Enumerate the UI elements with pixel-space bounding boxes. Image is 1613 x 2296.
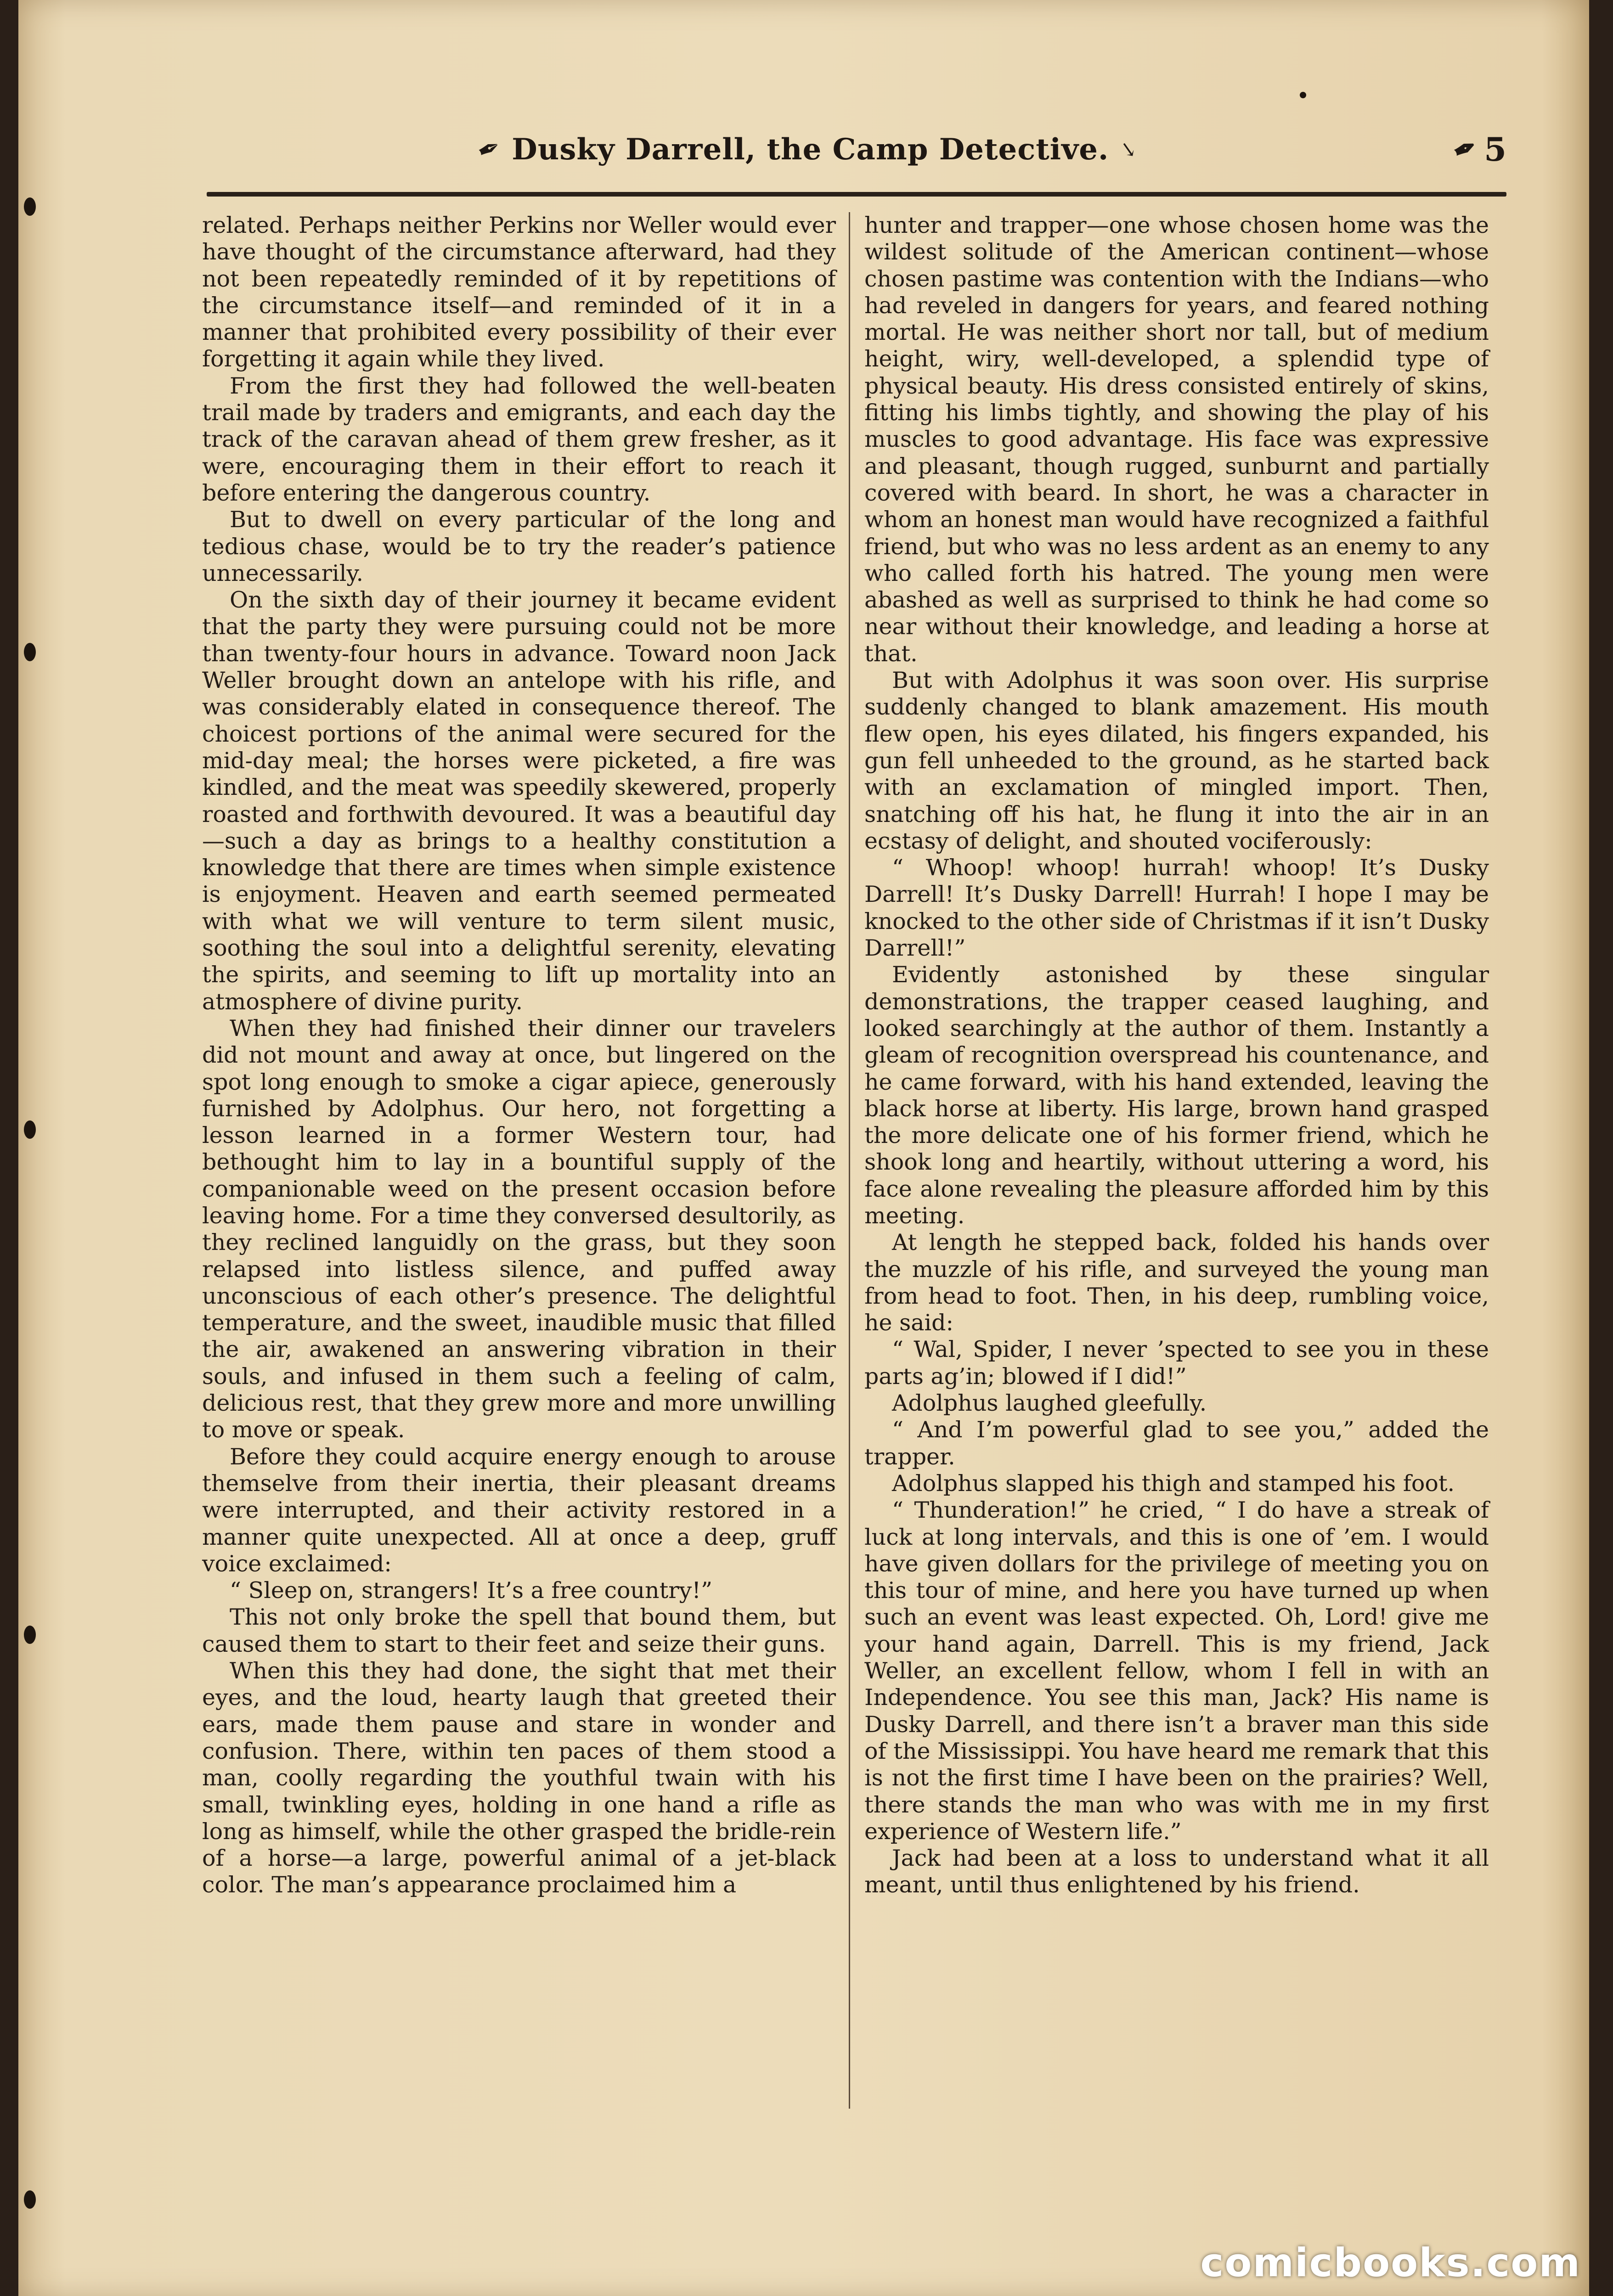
quill-ornament-icon: ✒ <box>1448 129 1483 169</box>
paragraph: But to dwell on every particular of the long and tedious chase, would be to try the reader’s patience unnecessarily. <box>202 506 836 586</box>
watermark: comicbooks.com <box>1200 2240 1581 2286</box>
page-number-group <box>1448 129 1506 169</box>
paragraph: Evidently astonished by these singular demonstrations, the trapper ceased laughing, and looked searchingly at the author of them. Instantly a gleam of recognition overspread his countenance, and he came forward, with his hand extended, leaving the black horse at liberty. His large, brown hand grasped the more delicate one of his former friend, which he shook long and heartily, without uttering a word, his face alone revealing the pleasure afforded him by this meeting. <box>864 962 1489 1229</box>
flourish-ornament-icon: ↘ <box>1118 136 1139 163</box>
running-title: Dusky Darrell, the Camp Detective. <box>512 132 1109 167</box>
paragraph: “ Thunderation!” he cried, “ I do have a streak of luck at long intervals, and this is one of ’em. I would have given dollars for the privilege of meeting you on this tour of mine, and here you have turned up when such an event was least expected. Oh, Lord! give me your hand again, Darrell. This is my friend, Jack Weller, an excellent fellow, whom I fell in with an Independence. You see this man, Jack? His name is Dusky Darrell, and there isn’t a braver man this side of the Mississippi. You have heard me remark that this is not the first time I have been on the prairies? Well, there stands the man who was with me in my first experience of Western life.” <box>864 1497 1489 1845</box>
quill-ornament-icon: ✒ <box>472 129 507 169</box>
paragraph: This not only broke the spell that bound them, but caused them to start to their feet and seize their guns. <box>202 1604 836 1657</box>
paragraph: Before they could acquire energy enough to arouse themselve from their inertia, their pleasant dreams were interrupted, and their activity restored in a manner quite unexpected. All at once a deep, gruff voice exclaimed: <box>202 1443 836 1577</box>
left-text-column <box>202 212 836 1899</box>
page-header <box>472 124 1506 174</box>
column-divider <box>849 212 850 2109</box>
page-number: 5 <box>1484 130 1506 169</box>
paragraph: Adolphus laughed gleefully. <box>892 1390 1207 1417</box>
paragraph: Adolphus slapped his thigh and stamped his foot. <box>892 1470 1455 1497</box>
paragraph: Jack had been at a loss to understand what it all meant, until thus enlightened by his friend. <box>864 1845 1489 1898</box>
book-page <box>18 0 1589 2296</box>
paragraph: When they had finished their dinner our travelers did not mount and away at once, but lingered on the spot long enough to smoke a cigar apiece, generously furnished by Adolphus. Our hero, not forgetting a lesson learned in a former Western tour, had bethought him to lay in a bountiful supply of the companionable weed on the present occasion before leaving home. For a time they conversed desultorily, as they reclined languidly on the grass, but they soon relapsed into listless silence, and puffed away unconscious of each other’s presence. The delightful temperature, and the sweet, inaudible music that filled the air, awakened an answering vibration in their souls, and infused in them such a feeling of calm, delicious rest, that they grew more and more unwilling to move or speak. <box>202 1015 836 1443</box>
paragraph: related. Perhaps neither Perkins nor Weller would ever have thought of the circumstance afterward, had they not been repeatedly reminded of it by repetitions of the circumstance itself—and reminded of it in a manner that prohibited every possibility of their ever forgetting it again while they lived. <box>202 212 836 372</box>
right-text-column <box>864 212 1489 1899</box>
paragraph: But with Adolphus it was soon over. His surprise suddenly changed to blank amazement. His mouth flew open, his eyes dilated, his fingers expanded, his gun fell unheeded to the ground, as he started back with an exclamation of mingled import. Then, snatching off his hat, he flung it into the air in an ecstasy of delight, and shouted vociferously: <box>864 667 1489 854</box>
paragraph: When this they had done, the sight that met their eyes, and the loud, hearty laugh that greeted their ears, made them pause and stare in wonder and confusion. There, within ten paces of them stood a man, coolly regarding the youthful twain with his small, twinkling eyes, holding in one hand a rifle as long as himself, while the other grasped the bridle-rein of a horse—a large, powerful animal of a jet-black color. The man’s appearance proclaimed him a <box>202 1658 836 1898</box>
paragraph: “ And I’m powerful glad to see you,” added the trapper. <box>864 1417 1489 1470</box>
paragraph: “ Wal, Spider, I never ’spected to see you in these parts ag’in; blowed if I did!” <box>864 1336 1489 1390</box>
paragraph: From the first they had followed the well-beaten trail made by traders and emigrants, and each day the track of the caravan ahead of them grew fresher, as it were, encouraging them in their effort to reach it before entering the dangerous country. <box>202 372 836 506</box>
paragraph: “ Whoop! whoop! hurrah! whoop! It’s Dusky Darrell! It’s Dusky Darrell! Hurrah! I hope I may be knocked to the other side of Christmas if it isn’t Dusky Darrell!” <box>864 855 1489 962</box>
paragraph: On the sixth day of their journey it became evident that the party they were pursuing could not be more than twenty-four hours in advance. Toward noon Jack Weller brought down an antelope with his rifle, and was considerably elated in consequence thereof. The choicest portions of the animal were secured for the mid-day meal; the horses were picketed, a fire was kindled, and the meat was speedily skewered, properly roasted and forthwith devoured. It was a beautiful day—such a day as brings to a healthy constitution a knowledge that there are times when simple existence is enjoyment. Heaven and earth seemed permeated with what we will venture to term silent music, soothing the soul into a delightful serenity, elevating the spirits, and seeming to lift up mortality into an atmosphere of divine purity. <box>202 587 836 1015</box>
paragraph: “ Sleep on, strangers! It’s a free country!” <box>230 1577 713 1604</box>
header-rule <box>207 192 1506 197</box>
ink-speck <box>1300 92 1306 98</box>
header-title-group <box>472 129 1139 169</box>
paragraph: At length he stepped back, folded his hands over the muzzle of his rifle, and surveyed the young man from head to foot. Then, in his deep, rumbling voice, he said: <box>864 1229 1489 1336</box>
paragraph: hunter and trapper—one whose chosen home was the wildest solitude of the American continent—whose chosen pastime was contention with the Indians—who had reveled in dangers for years, and feared nothing mortal. He was neither short nor tall, but of medium height, wiry, well-developed, a splendid type of physical beauty. His dress consisted entirely of skins, fitting his limbs tightly, and showing the play of his muscles to good advantage. His face was expressive and pleasant, though rugged, sunburnt and partially covered with beard. In short, he was a character in whom an honest man would have recognized a faithful friend, but who was no less ardent as an enemy to any who called forth his hatred. The young men were abashed as well as surprised to think he had come so near without their knowledge, and leading a horse at that. <box>864 212 1489 667</box>
